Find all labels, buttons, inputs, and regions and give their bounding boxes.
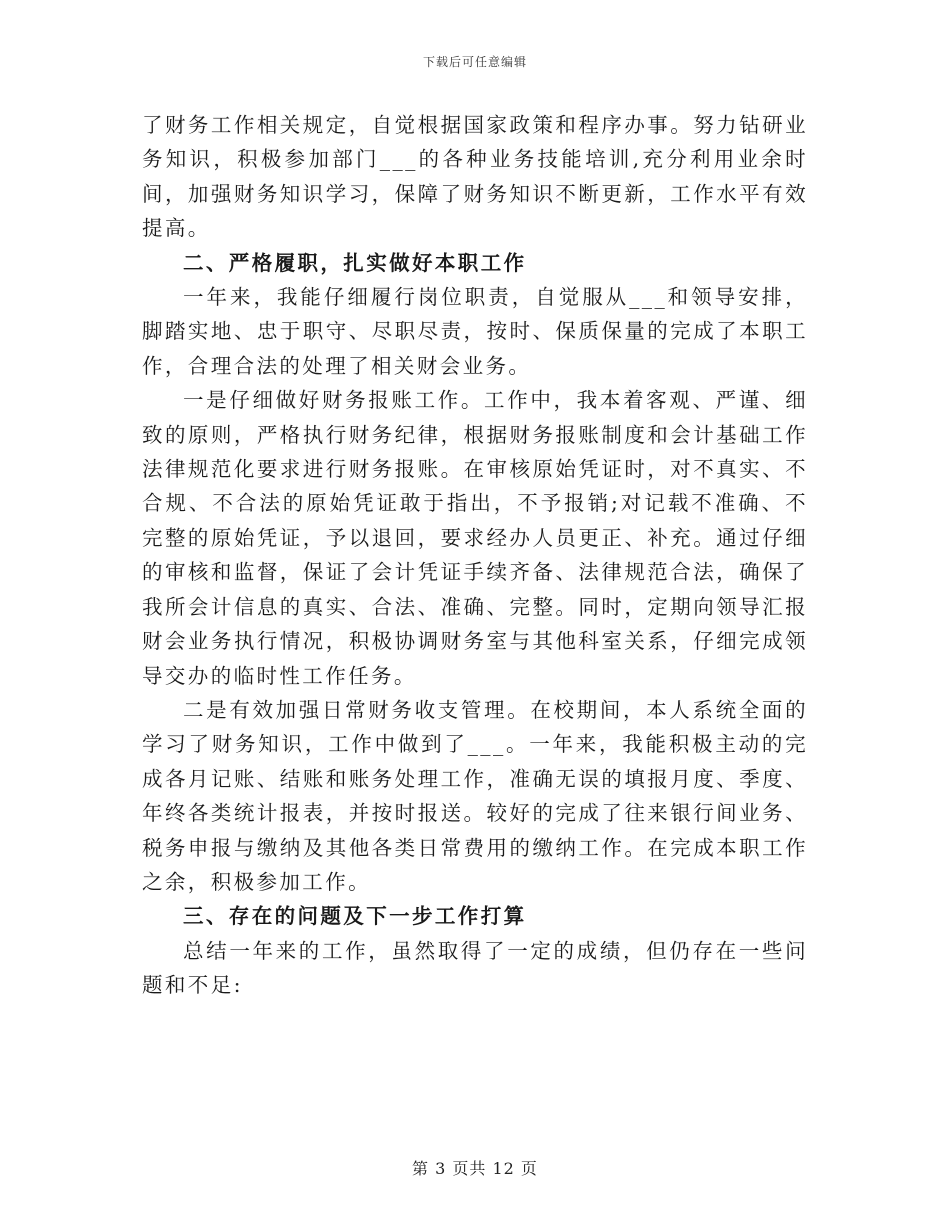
document-body xyxy=(142,108,808,1003)
paragraph-daily-management: 二是有效加强日常财务收支管理。在校期间，本人系统全面的学习了财务知识，工作中做到了___。一年来，我能积极主动的完成各月记账、结账和账务处理工作，准确无误的填报月度、季度、年终各类统计报表，并按时报送。较好的完成了往来银行间业务、税务申报与缴纳及其他各类日常费用的缴纳工作。在完成本职工作之余，积极参加工作。 xyxy=(142,697,808,894)
section-heading-3: 三、存在的问题及下一步工作打算 xyxy=(183,904,527,929)
page-number: 第 3 页共 12 页 xyxy=(412,1159,538,1178)
paragraph-problems: 总结一年来的工作，虽然取得了一定的成绩，但仍存在一些问题和不足: xyxy=(142,938,808,998)
paragraph-duties: 一年来，我能仔细履行岗位职责，自觉服从___和领导安排，脚踏实地、忠于职守、尽职尽责，按时、保质保量的完成了本职工作，合理合法的处理了相关财会业务。 xyxy=(142,285,808,378)
paragraph-reimbursement: 一是仔细做好财务报账工作。工作中，我本着客观、严谨、细致的原则，严格执行财务纪律，根据财务报账制度和会计基础工作法律规范化要求进行财务报账。在审核原始凭证时，对不真实、不合规、不合法的原始凭证敢于指出，不予报销;对记载不准确、不完整的原始凭证，予以退回，要求经办人员更正、补充。通过仔细的审核和监督，保证了会计凭证手续齐备、法律规范合法，确保了我所会计信息的真实、合法、准确、完整。同时，定期向领导汇报财会业务执行情况，积极协调财务室与其他科室关系，仔细完成领导交办的临时性工作任务。 xyxy=(142,388,808,688)
section-heading-2: 二、严格履职，扎实做好本职工作 xyxy=(183,250,527,275)
paragraph-continuation: 了财务工作相关规定，自觉根据国家政策和程序办事。努力钻研业务知识，积极参加部门___的各种业务技能培训,充分利用业余时间，加强财务知识学习，保障了财务知识不断更新，工作水平有效提高。 xyxy=(142,113,808,241)
download-note: 下载后可任意编辑 xyxy=(422,55,527,69)
